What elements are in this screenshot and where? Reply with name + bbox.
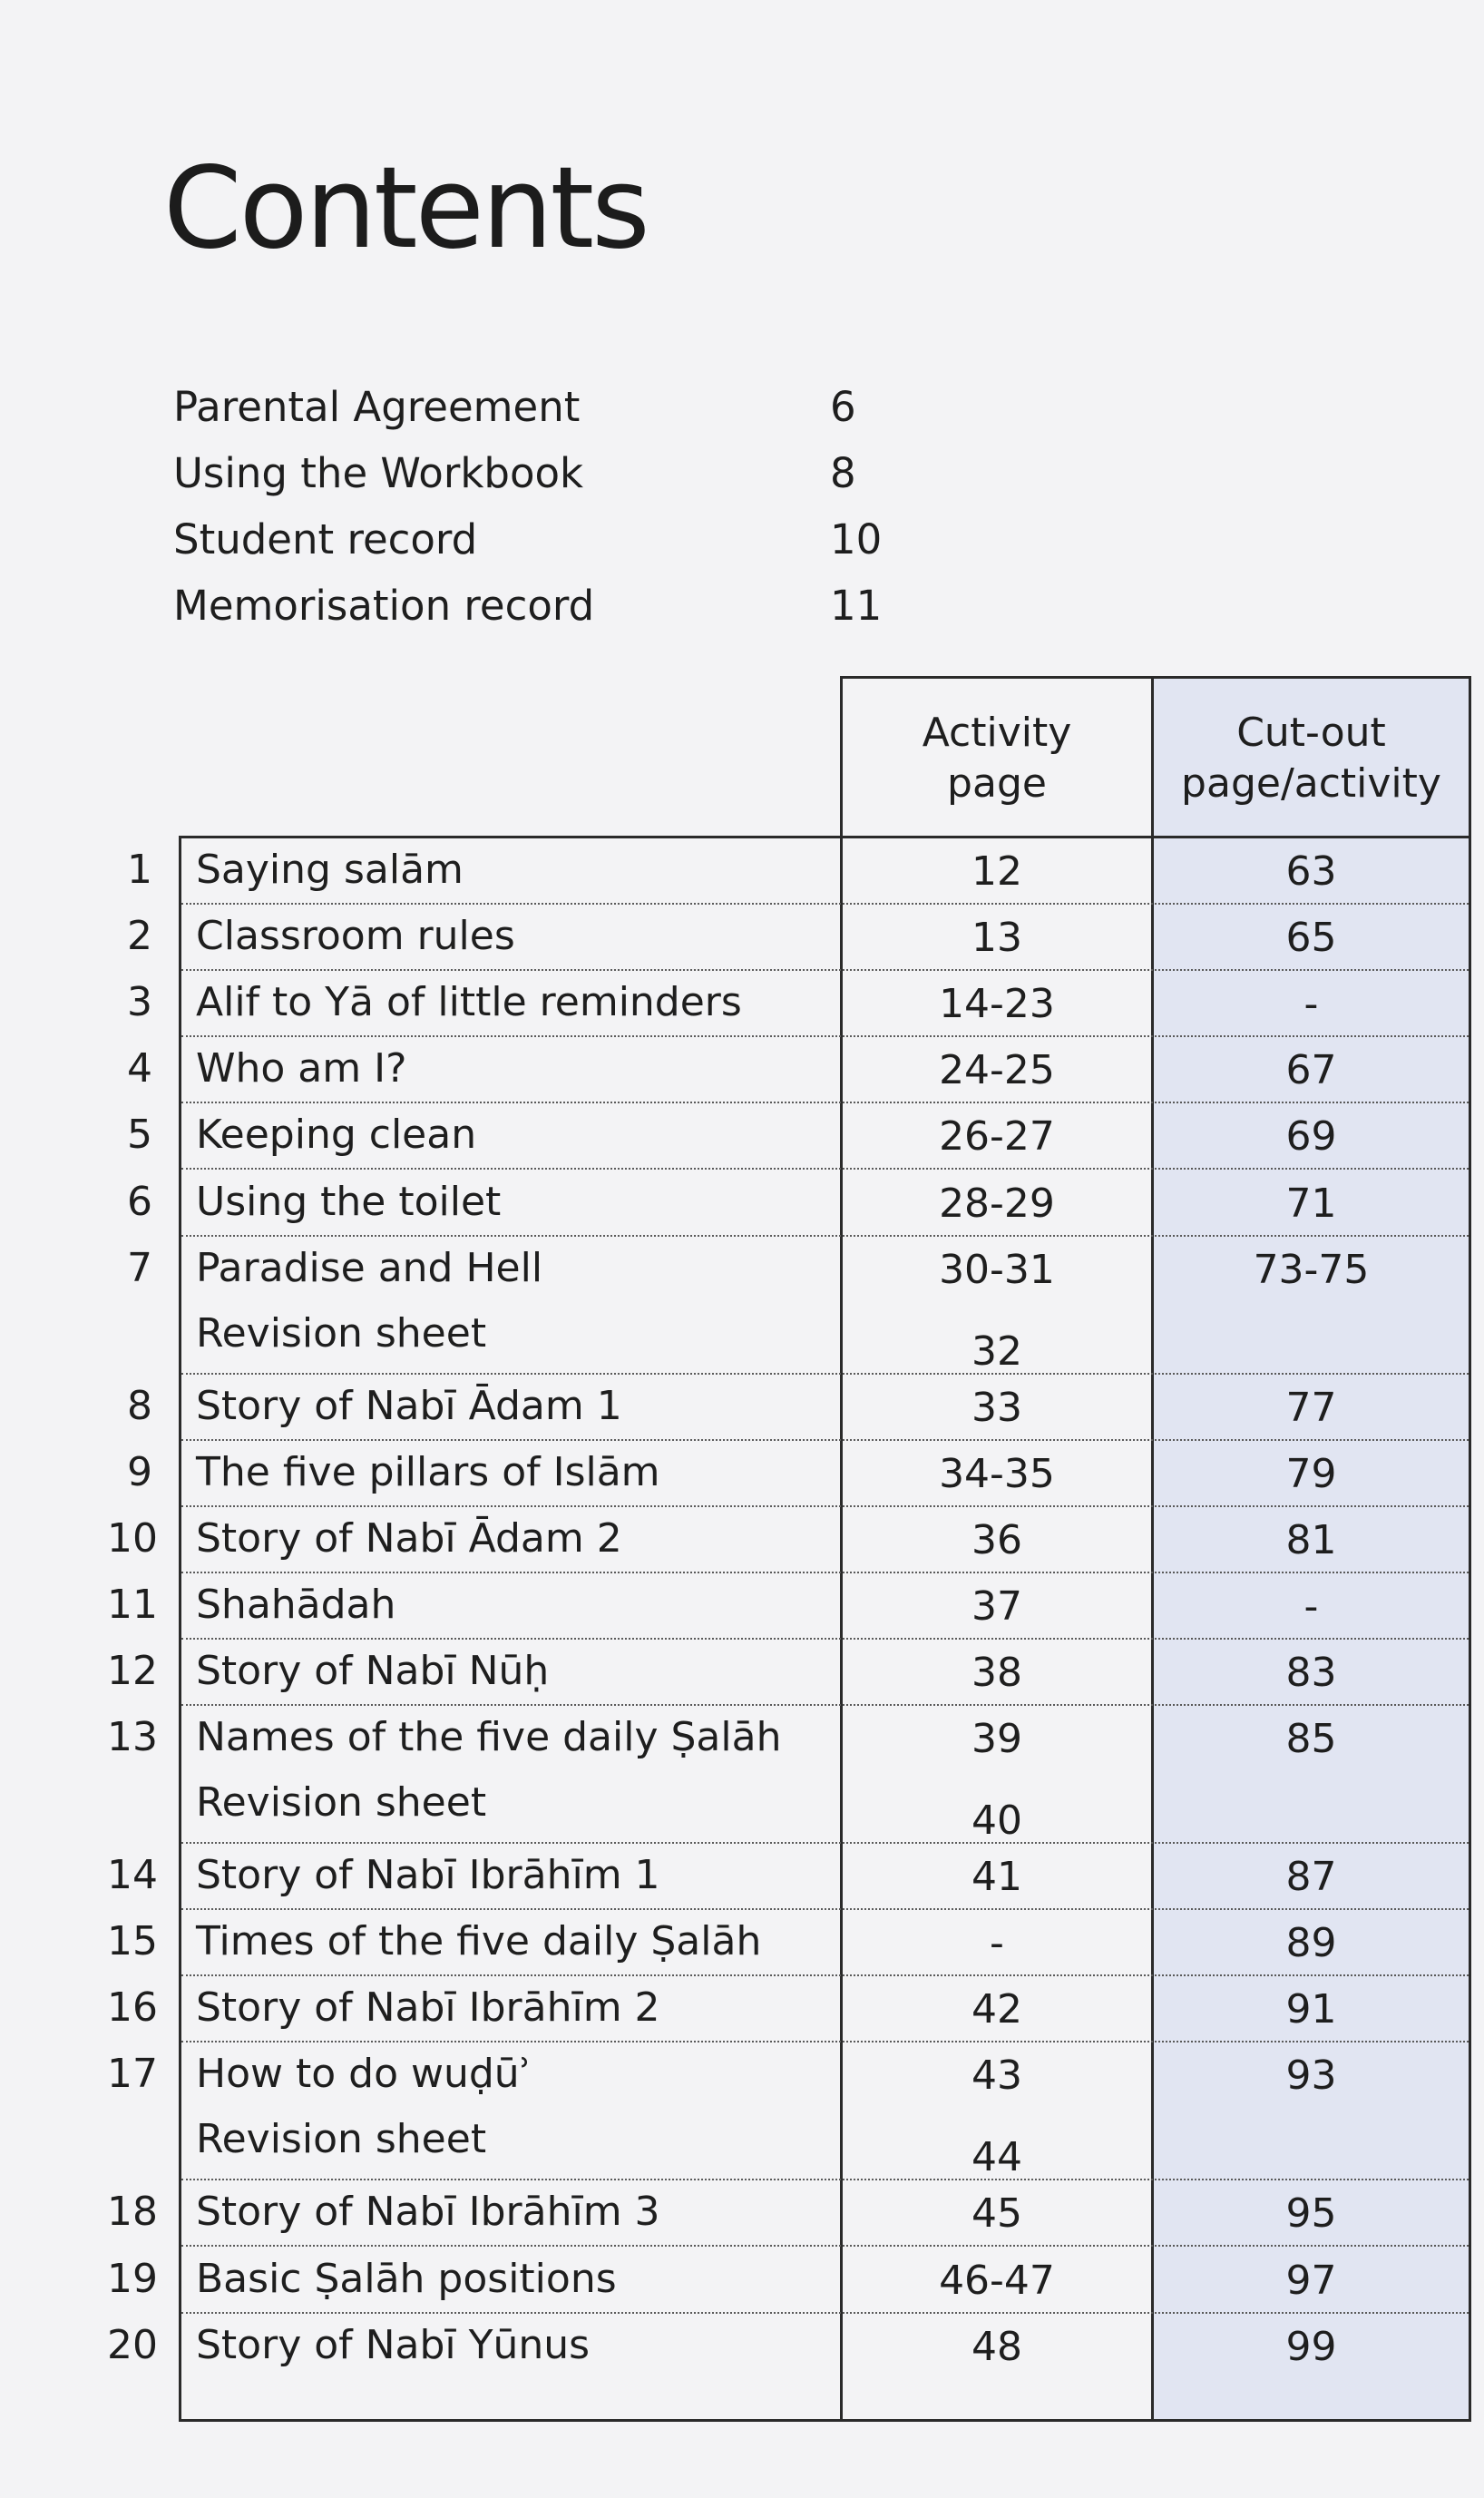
- row-number: 11: [107, 1581, 158, 1628]
- row-activity-page: 13: [971, 915, 1022, 962]
- row-title: Saying salām: [196, 847, 464, 893]
- row-title: Story of Nabī Yūnus: [196, 2321, 591, 2368]
- front-matter-label: Using the Workbook: [173, 449, 584, 497]
- front-matter-item: [173, 440, 899, 506]
- row-number: 10: [107, 1514, 158, 1562]
- front-matter-label: Memorisation record: [173, 582, 595, 630]
- row-activity-page: 45: [971, 2190, 1022, 2238]
- row-cutout-page: 91: [1285, 1986, 1337, 2033]
- row-title: Using the toilet: [196, 1178, 502, 1225]
- row-number: 13: [107, 1714, 158, 1761]
- row-number: 2: [127, 913, 152, 960]
- table-row: [0, 2314, 1484, 2380]
- row-title: Paradise and Hell: [196, 1244, 543, 1291]
- row-number: 9: [127, 1448, 152, 1495]
- row-cutout-page: 79: [1285, 1450, 1337, 1497]
- row-cutout-page: 65: [1285, 915, 1337, 962]
- front-matter-label: Parental Agreement: [173, 383, 581, 431]
- table-row: [0, 905, 1484, 971]
- table-row: [0, 1976, 1484, 2042]
- table-row: [0, 1573, 1484, 1640]
- row-number: 4: [127, 1045, 152, 1092]
- table-row: [0, 2248, 1484, 2314]
- row-cutout-page: -: [1303, 981, 1319, 1028]
- row-title: Classroom rules: [196, 913, 515, 960]
- front-matter-page: 10: [830, 515, 883, 563]
- row-activity-page: 39: [971, 1716, 1022, 1763]
- row-activity-page: 24-25: [939, 1047, 1055, 1094]
- row-activity-page: -: [990, 1920, 1004, 1967]
- row-title: Who am I?: [196, 1045, 407, 1092]
- row-cutout-page: 93: [1285, 2052, 1337, 2100]
- row-number: 14: [107, 1852, 158, 1899]
- row-cutout-page: 87: [1285, 1854, 1337, 1901]
- row-number: 3: [127, 979, 152, 1026]
- row-number: 19: [107, 2255, 158, 2302]
- row-activity-page: 30-31: [939, 1246, 1055, 1293]
- row-number: 7: [127, 1244, 152, 1291]
- row-title: Story of Nabī Ādam 1: [196, 1382, 622, 1429]
- row-title: The five pillars of Islām: [196, 1448, 660, 1495]
- table-row: [0, 971, 1484, 1037]
- row-title: Times of the five daily Ṣalāh: [196, 1918, 762, 1965]
- row-title: Story of Nabī Ibrāhīm 2: [196, 1984, 660, 2032]
- activity-header-line1: Activity: [922, 710, 1072, 756]
- row-activity-page: 38: [971, 1650, 1022, 1696]
- row-cutout-page: 99: [1285, 2323, 1337, 2370]
- row-number: 15: [107, 1918, 158, 1965]
- table-row: [0, 1910, 1484, 1976]
- row-activity-page: 14-23: [939, 981, 1055, 1028]
- revision-sheet-title: Revision sheet: [196, 1309, 487, 1357]
- row-number: 17: [107, 2051, 158, 2098]
- front-matter-page: 8: [830, 449, 856, 497]
- activity-page-header: [843, 708, 1151, 809]
- row-number: 18: [107, 2189, 158, 2236]
- row-cutout-page: 63: [1285, 848, 1337, 895]
- table-row: [0, 1237, 1484, 1375]
- row-cutout-page: 95: [1285, 2190, 1337, 2238]
- row-title: Story of Nabī Ādam 2: [196, 1514, 622, 1562]
- front-matter-label: Student record: [173, 515, 478, 563]
- revision-sheet-page: 40: [971, 1798, 1022, 1845]
- front-matter-page: 11: [830, 582, 883, 630]
- row-activity-page: 36: [971, 1516, 1022, 1563]
- row-title: Story of Nabī Ibrāhīm 1: [196, 1852, 660, 1899]
- front-matter-item: [173, 374, 899, 440]
- row-cutout-page: 83: [1285, 1650, 1337, 1696]
- row-activity-page: 48: [971, 2323, 1022, 2370]
- cutout-header-line1: Cut-out: [1236, 710, 1386, 756]
- row-cutout-page: 89: [1285, 1920, 1337, 1967]
- front-matter-list: [173, 374, 899, 639]
- row-cutout-page: 71: [1285, 1180, 1337, 1227]
- row-activity-page: 33: [971, 1384, 1022, 1431]
- row-activity-page: 46-47: [939, 2257, 1055, 2304]
- row-activity-page: 34-35: [939, 1450, 1055, 1497]
- row-title: How to do wuḍūʾ: [196, 2051, 532, 2098]
- table-row: [0, 1706, 1484, 1844]
- row-cutout-page: 67: [1285, 1047, 1337, 1094]
- row-number: 1: [127, 847, 152, 893]
- row-title: Story of Nabī Ibrāhīm 3: [196, 2189, 660, 2236]
- table-row: [0, 838, 1484, 905]
- revision-sheet-page: 44: [971, 2134, 1022, 2181]
- row-activity-page: 12: [971, 848, 1022, 895]
- front-matter-page: 6: [830, 383, 856, 431]
- table-row: [0, 1844, 1484, 1910]
- row-cutout-page: 77: [1285, 1384, 1337, 1431]
- row-title: Names of the five daily Ṣalāh: [196, 1714, 782, 1761]
- row-cutout-page: 73-75: [1253, 1246, 1370, 1293]
- row-activity-page: 42: [971, 1986, 1022, 2033]
- row-title: Keeping clean: [196, 1112, 477, 1159]
- activity-header-line2: page: [947, 760, 1047, 807]
- cutout-header-line2: page/activity: [1181, 760, 1441, 807]
- row-cutout-page: 85: [1285, 1716, 1337, 1763]
- table-row: [0, 1640, 1484, 1706]
- row-number: 20: [107, 2321, 158, 2368]
- row-title: Story of Nabī Nūḥ: [196, 1648, 550, 1694]
- table-row: [0, 1507, 1484, 1573]
- table-row: [0, 2180, 1484, 2247]
- row-number: 6: [127, 1178, 152, 1225]
- revision-sheet-page: 32: [971, 1327, 1022, 1375]
- row-activity-page: 43: [971, 2052, 1022, 2100]
- row-number: 16: [107, 1984, 158, 2032]
- row-number: 5: [127, 1112, 152, 1159]
- table-row: [0, 1375, 1484, 1441]
- front-matter-item: [173, 506, 899, 573]
- table-row: [0, 2042, 1484, 2180]
- row-title: Alif to Yā of little reminders: [196, 979, 742, 1026]
- row-activity-page: 37: [971, 1582, 1022, 1630]
- revision-sheet-title: Revision sheet: [196, 2116, 487, 2163]
- revision-sheet-title: Revision sheet: [196, 1779, 487, 1827]
- row-cutout-page: 81: [1285, 1516, 1337, 1563]
- row-title: Basic Ṣalāh positions: [196, 2255, 617, 2302]
- table-row: [0, 1037, 1484, 1103]
- row-activity-page: 26-27: [939, 1113, 1055, 1161]
- cutout-page-header: [1154, 708, 1469, 809]
- row-cutout-page: 97: [1285, 2257, 1337, 2304]
- front-matter-item: [173, 573, 899, 639]
- row-activity-page: 28-29: [939, 1180, 1055, 1227]
- table-row: [0, 1441, 1484, 1507]
- row-number: 12: [107, 1648, 158, 1694]
- row-activity-page: 41: [971, 1854, 1022, 1901]
- row-cutout-page: 69: [1285, 1113, 1337, 1161]
- table-row: [0, 1103, 1484, 1170]
- page-title: Contents: [163, 143, 648, 274]
- table-row: [0, 1171, 1484, 1237]
- row-cutout-page: -: [1303, 1582, 1319, 1630]
- row-title: Shahādah: [196, 1581, 396, 1628]
- row-number: 8: [127, 1382, 152, 1429]
